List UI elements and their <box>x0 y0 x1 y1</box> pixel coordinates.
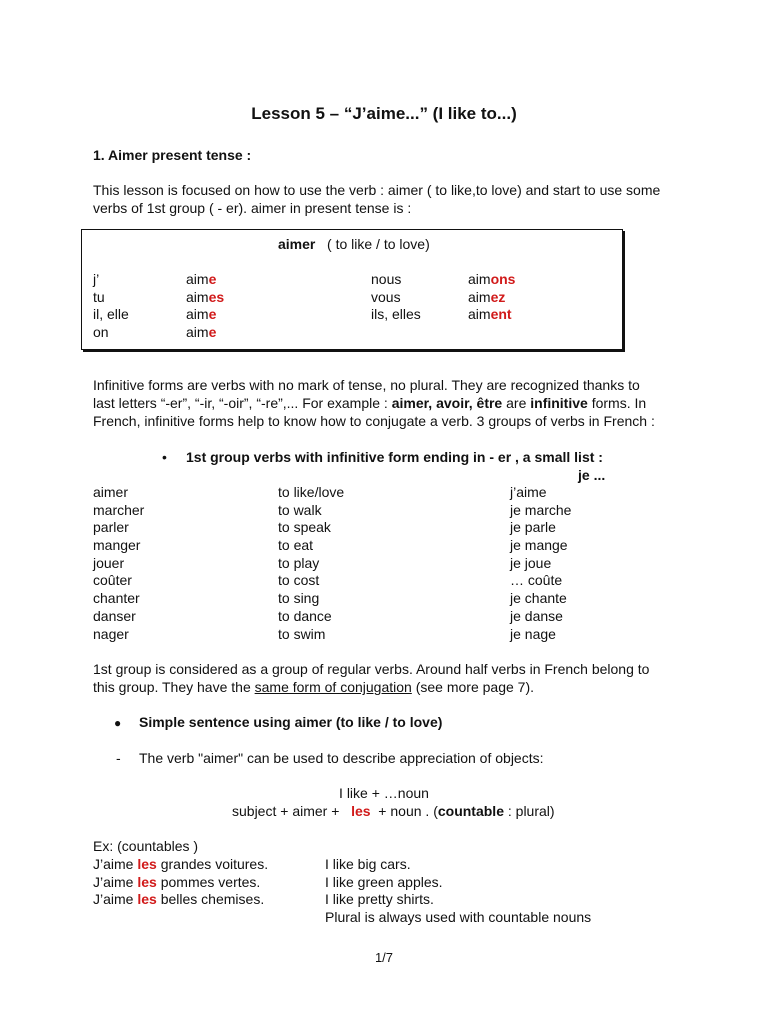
verb-je: je nage <box>510 626 556 642</box>
verb-fr: nager <box>93 626 129 642</box>
verb-je: je marche <box>510 502 572 518</box>
infinitive-line-1: Infinitive forms are verbs with no mark of tense, no plural. They are recognized thanks to <box>93 377 640 393</box>
je-column-header: je ... <box>578 467 606 483</box>
pronoun-tu: tu <box>93 289 105 305</box>
form-j: aime <box>186 271 217 287</box>
form-on: aime <box>186 324 217 340</box>
verb-en: to dance <box>278 608 332 624</box>
example-en: I like green apples. <box>325 874 443 890</box>
verb-en: to play <box>278 555 320 571</box>
page-number: 1/7 <box>374 950 394 965</box>
verb-en: to speak <box>278 519 331 535</box>
conjugation-link[interactable]: same form of conjugation <box>254 679 412 695</box>
form-il-elle: aime <box>186 306 217 322</box>
simple-heading: Simple sentence using aimer (to like / to love) <box>139 714 443 730</box>
verb-je: je parle <box>510 519 556 535</box>
infinitive-line-3: French, infinitive forms help to know how to conjugate a verb. 3 groups of verbs in French : <box>93 413 655 429</box>
verb-je: je joue <box>510 555 552 571</box>
intro-line-2: verbs of 1st group ( - er). aimer in present tense is : <box>93 200 412 216</box>
group1-heading: 1st group verbs with infinitive form ending in - er , a small list : <box>186 449 603 465</box>
pronoun-on: on <box>93 324 109 340</box>
verb-fr: manger <box>93 537 141 553</box>
pronoun-j: j’ <box>93 271 100 287</box>
conjugation-verb: aimer <box>278 236 316 252</box>
verb-fr: chanter <box>93 590 140 606</box>
verb-je: je mange <box>510 537 568 553</box>
verb-en: to eat <box>278 537 314 553</box>
regular-line-2: this group. They have the same form of conjugation (see more page 7). <box>93 679 534 695</box>
example-fr: J’aime les grandes voitures. <box>93 856 269 872</box>
pronoun-nous: nous <box>371 271 402 287</box>
intro-line-1: This lesson is focused on how to use the verb : aimer ( to like,to love) and start to use some <box>93 182 661 198</box>
form-nous: aimons <box>468 271 516 287</box>
page-title: Lesson 5 – “J’aime...” (I like to...) <box>251 104 517 123</box>
verb-en: to sing <box>278 590 320 606</box>
dash-icon: - <box>116 750 121 766</box>
infinitive-line-2: last letters “-er”, “-ir, “-oir”, “-re”,... For example : aimer, avoir, être are infinitive forms. In <box>93 395 647 411</box>
verb-en: to walk <box>278 502 322 518</box>
verb-fr: coûter <box>93 572 132 588</box>
formula-line-1: I like + …noun <box>339 785 429 801</box>
conjugation-header <box>278 236 430 252</box>
example-fr: J’aime les belles chemises. <box>93 891 265 907</box>
verb-en: to cost <box>278 572 320 588</box>
examples-heading: Ex: (countables ) <box>93 838 199 854</box>
examples-note: Plural is always used with countable nouns <box>325 909 592 925</box>
verb-en: to like/love <box>278 484 345 500</box>
example-en: I like big cars. <box>325 856 411 872</box>
pronoun-il-elle: il, elle <box>93 306 129 322</box>
pronoun-ils-elles: ils, elles <box>371 306 421 322</box>
verb-fr: danser <box>93 608 136 624</box>
form-tu: aimes <box>186 289 225 305</box>
verb-en: to swim <box>278 626 326 642</box>
verb-je: je chante <box>510 590 567 606</box>
form-ils-elles: aiment <box>468 306 512 322</box>
verb-fr: aimer <box>93 484 129 500</box>
formula-line-2: subject + aimer + les + noun . (countable : plural) <box>232 803 555 819</box>
pronoun-vous: vous <box>371 289 401 305</box>
section-heading: 1. Aimer present tense : <box>93 147 252 163</box>
verb-je: je danse <box>510 608 563 624</box>
verb-je: … coûte <box>510 572 563 588</box>
regular-line-1: 1st group is considered as a group of regular verbs. Around half verbs in French belong to <box>93 661 650 677</box>
verb-fr: parler <box>93 519 129 535</box>
verb-je: j’aime <box>510 484 547 500</box>
bullet-icon: ● <box>114 716 122 730</box>
form-vous: aimez <box>468 289 506 305</box>
bullet-icon: • <box>162 449 167 465</box>
conjugation-meaning: ( to like / to love) <box>327 236 430 252</box>
verb-fr: marcher <box>93 502 145 518</box>
dash-text: The verb "aimer" can be used to describe appreciation of objects: <box>139 750 544 766</box>
example-en: I like pretty shirts. <box>325 891 434 907</box>
verb-fr: jouer <box>93 555 125 571</box>
example-fr: J’aime les pommes vertes. <box>93 874 261 890</box>
